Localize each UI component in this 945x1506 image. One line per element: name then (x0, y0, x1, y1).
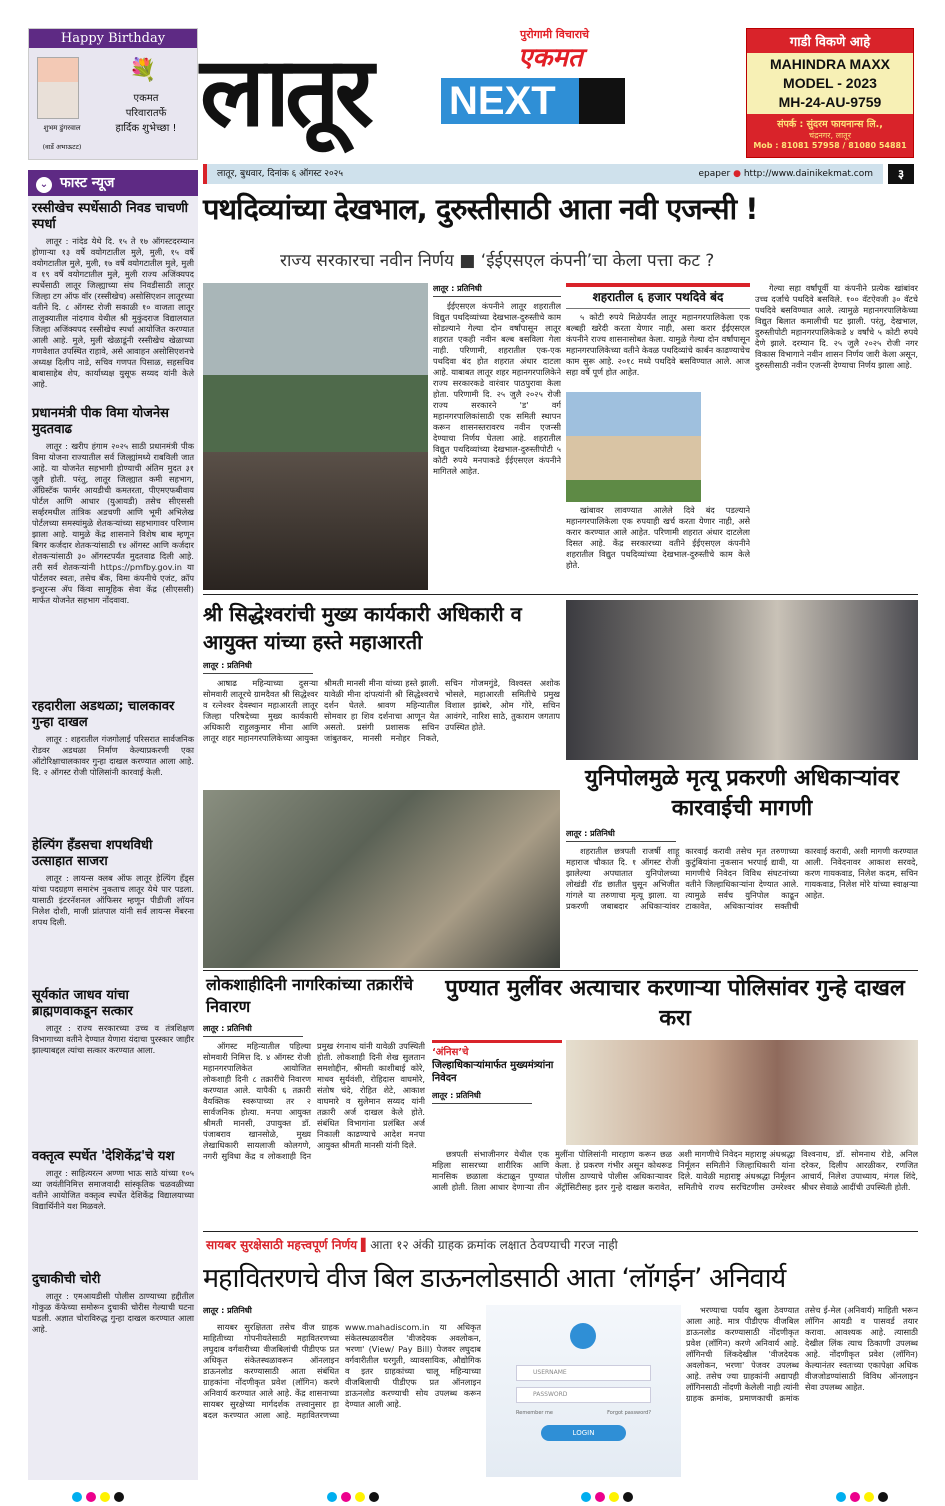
lokshahi-article (203, 974, 425, 1228)
ad-mobile: Mob : 81081 57958 / 81080 54881 (753, 141, 907, 150)
pune-top-row (432, 1040, 918, 1145)
news-headline: दुचाकीची चोरी (32, 1272, 101, 1287)
login-options (516, 1409, 651, 1417)
maha-aarti-photo (203, 790, 560, 968)
fast-news-title: फास्ट न्यूज (60, 175, 115, 191)
byline: लातूर : प्रतिनिधी (433, 283, 561, 297)
byline: लातूर : प्रतिनिधी (203, 660, 313, 674)
street-lights-photo (203, 283, 428, 590)
news-item (28, 1272, 198, 1379)
news-headline: रस्सीखेच स्पर्धेसाठी निवड चाचणी स्पर्धा (32, 201, 189, 232)
classified-ad (746, 28, 914, 158)
fast-news-sidebar (28, 170, 198, 1480)
cyber-kicker-line: सायबर सुरक्षेसाठी महत्त्वपूर्ण निर्णय ▌आता १२ अंकी ग्राहक क्रमांक लक्षात ठेवण्याची गरज नाही (206, 1238, 618, 1252)
print-registration-marks (70, 1487, 890, 1506)
pune-headline: पुण्यात मुलींवर अत्याचार करणाऱ्या पोलिसांवर गुन्हे दाखल करा (445, 976, 905, 1031)
news-item (28, 406, 198, 694)
news-text: लातूर : साहित्यरत्न अण्णा भाऊ साठे यांच्या १०५ व्या जयंतीनिमित्त समाजवादी सांस्कृतिक चळवळीच्या वतीने आयोजित वक्तृत्व स्पर्धेत देशिकेंद्र विद्यालयाच्या विद्यार्थिनीने यश मिळवले. (32, 1168, 194, 1211)
masthead-title: लातूर (200, 36, 369, 148)
news-headline: सूर्यकांत जाधव यांचा ब्राह्मणवाकडून सत्कार (32, 988, 133, 1019)
news-item (28, 988, 198, 1144)
news-item (28, 201, 198, 401)
news-headline: वक्तृत्व स्पर्धेत 'देशिकेंद्र'चे यश (32, 1149, 175, 1164)
news-text: लातूर : लायन्स क्लब ऑफ लातूर हेल्पिंग हँड्स यांचा पदग्रहण समारंभ नुकताच लातूर येथे पार पडला. यासाठी इंटरनॅशनल ऑफिसर म्हणून पीडीजी लॉयन निलेश दोशी, माजी प्रांतपाल यांनी सर्व लायन्स मेंबरना शपथ दिली. (32, 873, 194, 927)
box-kicker: ‘अंनिस’चे (432, 1047, 469, 1058)
lead-subheadline: राज्य सरकारचा नवीन निर्णय ■ ‘ईईएसएल कंपनी’चा केला पत्ता कट ? (280, 251, 715, 271)
annis-box (432, 1040, 562, 1085)
next-text: NEXT (449, 79, 556, 123)
sidebox-title: शहरातील ६ हजार पथदिवे बंद (566, 287, 750, 309)
forgot-password: Forgot password? (607, 1410, 651, 1416)
news-headline: हेल्पिंग हँडसचा शपथविधी उत्साहात साजरा (32, 838, 153, 869)
wish-line: हार्दिक शुभेच्छा ! (115, 123, 177, 134)
cyber-kicker: सायबर सुरक्षेसाठी महत्त्वपूर्ण निर्णय (206, 1238, 358, 1252)
registration-mark (834, 1487, 890, 1506)
ad-vehicle (747, 53, 913, 114)
siddheshwar-headline: श्री सिद्धेश्वरांची मुख्य कार्यकारी अधिकारी व आयुक्त यांच्या हस्ते महाआरती (203, 602, 522, 654)
registration-mark (325, 1487, 381, 1506)
username-placeholder: USERNAME (533, 1369, 567, 1376)
birthday-box (28, 28, 198, 160)
article-text: ऑगस्ट महिन्यातील पहिल्या सोमवारी निमित्त दि. ४ ऑगस्ट रोजी महानगरपालिकेत आयोजित लोकशाही दिनी ८ तक्रारींचे निवारण करण्यात आले. यापैकी ६ तक्रारी वैयक्तिक स्वरूपाच्या तर २ सार्वजनिक होत्या. मनपा आयुक्त श्रीमती मानसी, उपायुक्त डॉ. पंजाबराव खानसोळे, मुख्य लेखाधिकारी सायलाजी कोलगणे, नगरी सुविधा केंद्र व लोकशाही दिन प्रमुख रंगनाथ यांनी यावेळी उपस्थिती होती. लोकशाही दिनी शेख सुलतान समशोद्दीन, श्रीमती काशीबाई कोरे, माधव सुर्यवंशी, रोहिदास वाघमोरे, संतोष चंदे, रोहित शेटे, आकाश वाघमारे व सुलेमान सय्यद यांनी तक्रारी अर्ज दाखल केले होते. संबंधित विभागांना प्रलंबित अर्ज निकाली काढण्याचे आदेश मनपा आयुक्त श्रीमती मानसी यांनी दिले. (203, 1041, 425, 1161)
byline: लातूर : प्रतिनिधी (432, 1090, 532, 1104)
delegation-photo (566, 600, 918, 760)
unipole-article (566, 764, 918, 968)
password-field (516, 1387, 651, 1403)
fast-news-header (28, 170, 198, 196)
sidebox-text: ५ कोटी रुपये मिळेपर्यंत लातूर महानगरपालिकेला एक बल्बही खरेदी करता येणार नाही, असा करार ईईएसएल कंपनीने राज्य शासनासोबत केला. यामुळे गेल्या दोन वर्षांपासून महानगरपालिकेच्या वतीने केवळ पथदिव्यांचे कार्बन काढण्याचेच काम सुरू आहे. २०१८ मध्ये पथदिवे बसविण्यात आले. आज सहा वर्षे पूर्ण होत आहेत. (566, 312, 750, 377)
news-text: लातूर : नांदेड येथे दि. १५ ते १७ ऑगस्टदरम्यान होणाऱ्या १३ वर्षे वयोगटातील मुले, मुली, १५ वर्षे वयोगटातील मुले, मुली, १७ वर्षे वयोगटातील मुले, मुली व १९ वर्षे वयोगटातील मुले, मुली राज्य अजिंक्यपद स्पर्धेसाठी लातूर जिल्ह्याच्या संघ निवडीसाठी लातूर जिल्हा टग ऑफ वॉर (रस्सीखेच) असोसिएशन लातूरच्या वतीने दि. ८ ऑगस्ट रोजी सकाळी १० वाजता लातूर तालुक्यातील नांदगाव येथील श्री मुकुंदराज विद्यालयात जिल्हा अजिंक्यपद रस्सीखेच स्पर्धा आयोजित करण्यात आली आहे. मुले, मुली खेळाडूंनी रस्सीखेच खेळाच्या गणवेशात उपस्थित राहावे, असे आवाहन असोसिएशनचे अध्यक्ष दिलीप नाडे, सचिव गणपत पिसाळ, सहसचिव बाबासाहेब शेप, कार्याध्यक्ष युसूफ सय्यद यांनी केले आहे. (32, 236, 194, 389)
news-headline: प्रधानमंत्री पीक विमा योजनेस मुदतवाढ (32, 406, 169, 437)
wish-line: परिवारातर्फे (125, 108, 167, 119)
news-text: लातूर : शहरातील गंजगोलाई परिसरात सार्वजनिक रोडवर अडथळा निर्माण केल्याप्रकरणी एका ऑटोरिक्षाचालकावर गुन्हा दाखल करण्यात आला आहे. दि. २ ऑगस्ट रोजी पोलिसांनी कारवाई केली. (32, 734, 194, 777)
page-number: ३ (888, 164, 914, 184)
article-text: भरण्याचा पर्याय खुला ठेवण्यात आला आहे. मात्र पीडीएफ वीजबिल डाऊनलोड करण्यासाठी नोंदणीकृत प्रवेश (लॉगिन) करणे अनिवार्य आहे. लॉगिनची लिंकदेखील 'वीजदेयक अवलोकन, भरणा' पेजवर उपलब्ध आहे. तसेच ज्या ग्राहकांनी अद्यापही लॉगिनसाठी नोंदणी केलेली नाही त्यांनी ग्राहक क्रमांक, प्रमाणकाची क्रमांक तसेच ई-मेल (अनिवार्य) माहिती भरून लॉगिन आयडी व पासवर्ड तयार करावा. आवश्यक आहे. त्यासाठी देखील लिंक त्याच ठिकाणी उपलब्ध आहे. नोंदणीकृत प्रवेश (लॉगिन) केल्यानंतर स्वतःच्या एकापेक्षा अधिक वीजजोडण्यांसाठी विविध ऑनलाइन सेवा उपलब्ध आहेत. (686, 1305, 918, 1403)
news-text: लातूर : खरीप हंगाम २०२५ साठी प्रधानमंत्री पीक विमा योजना राज्यातील सर्व जिल्ह्यांमध्ये राबविली जात आहे. या योजनेत सहभागी होण्याची अंतिम मुदत ३१ जुलै होती. परंतु, लातूर जिल्ह्यात कमी सहभाग, ॲग्रिस्टॅक फार्मर आयडीची कमतरता, पीएमएफबीवाय पोर्टल आणि आधार (युआयडी) तसेच सीएससी सर्व्हरमधील तांत्रिक अडचणी आणि भूमी अभिलेख पोर्टलच्या समस्यांमुळे शेतकऱ्यांच्या सहभागावर परिणाम झाला आहे. यामुळे केंद्र शासनाने विशेष बाब म्हणून बिगर कर्जदार शेतकऱ्यांसाठी १४ ऑगस्ट आणि कर्जदार शेतकऱ्यांसाठी ३० ऑगस्टपर्यंत मुदतवाढ दिली आहे. तरी सर्व शेतकऱ्यांनी https://pmfby.gov.in या पोर्टलवर स्वतः, तसेच बँक, विमा कंपनीचे एजंट, क्रॉप इन्शुरन्स ॲप किंवा सामूहिक सेवा केंद्र (सीएससी) मार्फत योजनेत सहभाग नोंदवावा. (32, 441, 194, 605)
news-item (28, 699, 198, 833)
ad-contact: संपर्क : सुंदरम फायनान्स लि., (777, 119, 883, 130)
person-role: (वार्डे अभाऊटट) (42, 143, 82, 151)
ad-line: MODEL - 2023 (783, 75, 877, 91)
flowers-icon: 💐 (129, 58, 157, 83)
byline: लातूर : प्रतिनिधी (203, 1306, 252, 1315)
lokshahi-headline: लोकशाहीदिनी नागरिकांच्या तक्रारींचे निवारण (206, 975, 414, 1016)
box-title: जिल्हाधिकाऱ्यांमार्फत मुख्यमंत्र्यांना निवेदन (432, 1060, 554, 1084)
login-screen-image (486, 1305, 681, 1477)
lead-headline: पथदिव्यांच्या देखभाल, दुरुस्तीसाठी आता नवी एजन्सी ! (203, 192, 758, 226)
ekmat-logo: एकमत (518, 43, 583, 73)
ad-line: MAHINDRA MAXX (769, 56, 891, 72)
mahavitaran-headline: महावितरणचे वीज बिल डाऊनलोडसाठी आता ‘लॉगईन’ अनिवार्य (203, 1263, 786, 1294)
article-text: खांबावर लावण्यात आलेले दिवे बंद पडल्याने महानगरपालिकेला एक रुपयाही खर्च करता येणार नाही, असे करार करण्यात आले आहेत. परिणामी शहरात अंधार दाटलेला दिसत आहे. केंद्र सरकारच्या वतीने ईईएसएल कंपनीने शहरातील विद्युत पथदिव्यांच्या देखभाल-दुरुस्तीचे काम केले होते. (566, 505, 750, 570)
news-item (28, 1149, 198, 1267)
registration-mark (70, 1487, 126, 1506)
portrait-photo (37, 57, 79, 119)
lead-sidebox (566, 283, 750, 309)
user-avatar-icon (570, 1323, 596, 1349)
ad-line: MH-24-AU-9759 (778, 94, 882, 110)
ad-place: चंद्रनगर, लातूर (809, 131, 851, 140)
article-text: छत्रपती संभाजीनगर येथील एक महिला सासरच्या शारीरिक आणि मानसिक छळाला कंटाळून पुण्यात आली होती. तिला आधार देणाऱ्या तीन मुलींना पोलिसांनी मारहाण करून छळ केला. हे प्रकरण गंभीर असून कोथरूड पोलीस ठाण्याचे पोलीस अधिकाऱ्यावर ॲट्रॉसिटीसह इतर गुन्हे दाखल करावेत, अशी मागणीचे निवेदन महाराष्ट्र अंधश्रद्धा निर्मूलन समितीने जिल्हाधिकारी यांना दिले. यावेळी महाराष्ट्र अंधश्रद्धा निर्मूलन समितीचे राज्य सरचिटणीस उमरेश्वर विश्वनाथ, डॉ. सोमनाथ रोडे, अनिल दरेकर, दिलीप आरळीकर, रणजित आचार्य, निलेश उपाध्याय, मंगल शिंदे, श्रीधर सेवाळे आदींची उपस्थिती होती. (432, 1149, 918, 1192)
date-bar (203, 164, 883, 184)
website-url[interactable]: http://www.dainikekmat.com (743, 169, 873, 179)
wish-line: एकमत (133, 93, 159, 104)
annis-column (432, 1040, 562, 1145)
article-text: आषाढ महिन्याच्या दुसऱ्या सोमवारी लातूरचे ग्रामदैवत श्री सिद्धेश्वर व रत्नेश्वर देवस्थान महाआरती लातूर जिल्हा परिषदेच्या मुख्य कार्यकारी अधिकारी राहुलकुमार मीना आणि लातूर शहर महानगरपालिकेच्या आयुक्त श्रीमती मानसी मीना यांच्या हस्ते झाली. यावेळी मीना दांपत्यांनी श्री सिद्धेश्वराचे दर्शन घेतले. श्रावण महिन्यातील सोमवार हा शिव दर्शनाचा आणून येत असतो. प्रसंगी प्रशासक सचिन जांबुतकर, मानसी मनोहर निकते, सचिन गोजमगुंडे, विश्वस्त अशोक भोसले, महाआरती समितीचे प्रमुख विशाल झांबरे, ओम गोरे, सचिन आवंगरे, नारिश साठे, तुकाराम जगताप उपस्थित होते. (203, 678, 560, 743)
lead-middle-column (566, 283, 750, 590)
wish-text (95, 91, 197, 136)
lead-column-1 (433, 283, 561, 590)
cyber-text: आता १२ अंकी ग्राहक क्रमांक लक्षात ठेवण्याची गरज नाही (370, 1238, 618, 1252)
news-text: लातूर : एमआयडीसी पोलीस ठाण्याच्या हद्दीतील गोकुळ कॅफेच्या समोरून दुचाकी चोरीस गेल्याची घटना घडली. अज्ञात चोराविरुद्ध गुन्हा दाखल करण्यात आला आहे. (32, 1291, 194, 1334)
article-text: ईईएसएल कंपनीने लातूर शहरातील विद्युत पथदिव्यांच्या देखभाल-दुरुस्तीचे काम सोडल्याने गेल्या दोन वर्षांपासून लातूर शहरात एकही नवीन बल्ब बसविला गेला नाही. परिणामी, शहरातील एक-एक पथदिवा बंद होत शहरात अंधार दाटला आहे. याबाबत लातूर शहर महानगरपालिकेने राज्य सरकारकडे वारंवार पाठपुरावा केला होता. परिणामी दि. २५ जुलै २०२५ रोजी राज्य सरकारने 'ड' वर्ग महानगरपालिकांसाठी एक समिती स्थापन करून शासनस्तरावरच नवीन एजन्सी देण्याचा निर्णय घेतला आहे. शहरातील विद्युत पथदिव्यांच्या देखभाल-दुरुस्तीपोटी ५ कोटी रुपये मनपाकडे ईईएसएल कंपनीने मागितले आहेत. (433, 301, 561, 476)
byline: लातूर : प्रतिनिधी (203, 1023, 303, 1037)
globe-icon: ● (733, 169, 741, 179)
person-name: शुभम डुंगरवाल (43, 124, 81, 132)
mahavitaran-article (203, 1305, 481, 1477)
article-text: शहरातील छत्रपती राजर्षी शाहू महाराज चौकात दि. १ ऑगस्ट रोजी झालेल्या अपघातात युनिपोलच्या लोखंडी रॉड छातीत घुसून अभिजीत गांगले या तरुणाचा मृत्यू झाला. या प्रकरणी जबाबदार अधिकाऱ्यांवर कारवाई करावी तसेच मृत तरुणाच्या कुटुंबियांना नुकसान भरपाई द्यावी, या मागणीचे निवेदन विविध संघटनांच्या वतीने जिल्हाधिकाऱ्यांना देण्यात आले. त्यामुळे सर्वच युनिपोल काढून टाकावेत, अधिकाऱ्यांवर सक्तीची कारवाई करावी, अशी मागणी करण्यात आली. निवेदनावर आकाश सरवदे, करण गायकवाड, निलेश कदम, सचिन गायकवाड, निलेश मोरे यांच्या स्वाक्षऱ्या आहेत. (566, 846, 918, 911)
memorandum-photo (566, 1040, 918, 1145)
lead-photo-row (566, 392, 750, 502)
registration-mark (579, 1487, 635, 1506)
article-text: सायबर सुरक्षितता तसेच वीज ग्राहक माहितीच्या गोपनीयतेसाठी महावितरणच्या लघुदाब वर्गवारीच्या वीजबिलांची पीडीएफ प्रत अधिकृत संकेतस्थळावरून ऑनलाइन डाऊनलोड करण्यासाठी आता संबंधित ग्राहकांना नोंदणीकृत प्रवेश (लॉगिन) करणे अनिवार्य करण्यात आले आहे. केंद्र शासनाच्या सायबर सुरक्षेच्या मार्गदर्शक तत्त्वानुसार हा बदल करण्यात आला आहे. महावितरणच्या www.mahadiscom.in या अधिकृत संकेतस्थळावरील 'वीजदेयक अवलोकन, भरणा' (View/ Pay Bill) पेजवर लघुदाब वर्गवारीतील घरगुती, व्यावसायिक, औद्योगिक व इतर ग्राहकांच्या चालू महिन्याच्या वीजबिलाची पीडीएफ प्रत ऑनलाइन डाऊनलोड करण्याची सोय उपलब्ध करून देण्यात आली आहे. (203, 1322, 481, 1420)
unipole-headline: युनिपोलमुळे मृत्यू प्रकरणी अधिकाऱ्यांवर कारवाईची मागणी (584, 766, 900, 821)
login-button: LOGIN (541, 1425, 626, 1441)
siddheshwar-article (203, 600, 560, 786)
news-headline: रहदारीला अडथळा; चालकावर गुन्हा दाखल (32, 699, 175, 730)
remember-me: Remember me (516, 1410, 553, 1416)
municipal-building-photo (566, 392, 701, 502)
username-field (516, 1365, 651, 1381)
date-text: लातूर, बुधवार, दिनांक ६ ऑगस्ट २०२५ (217, 169, 344, 179)
pune-article (432, 974, 918, 1228)
chevron-down-icon: ⌄ (36, 177, 52, 193)
masthead-tagline: पुरोगामी विचाराचे (520, 28, 590, 41)
epaper-link[interactable] (699, 164, 873, 184)
byline: लातूर : प्रतिनिधी (566, 828, 676, 842)
news-item (28, 838, 198, 983)
birthday-title: Happy Birthday (29, 29, 197, 48)
next-logo (441, 78, 625, 124)
epaper-label: epaper (698, 169, 731, 179)
ad-heading: गाडी विकणे आहे (789, 35, 871, 50)
password-placeholder: PASSWORD (533, 1391, 568, 1398)
news-text: लातूर : राज्य सरकारच्या उच्च व तंत्रशिक्षण विभागाच्या वतीने देण्यात येणारा यंदाचा पुरस्कार जाहीर झाल्याबद्दल त्यांचा सत्कार करण्यात आला. (32, 1023, 194, 1055)
article-text: गेल्या सहा वर्षांपूर्वी या कंपनीने प्रत्येक खांबांवर उच्च दर्जाचे पथदिवे बसविले. १०० वॅटऐवजी ३० वॅटचे पथदिवे बसविण्यात आले. त्यामुळे महानगरपालिकेच्या विद्युत बिलात कमालीची घट झाली. परंतु, देखभाल, दुरुस्तीपोटी महानगरपालिकेकडे ४ वर्षांचे ५ कोटी रुपये देणे झाले. दरम्यान दि. २५ जुलै २०२५ रोजी नगर विकास विभागाने नवीन शासन निर्णय जारी केला असून, दुरुस्तीसाठी नवीन एजन्सी देण्याचा निर्णय झाला आहे. (755, 283, 918, 370)
